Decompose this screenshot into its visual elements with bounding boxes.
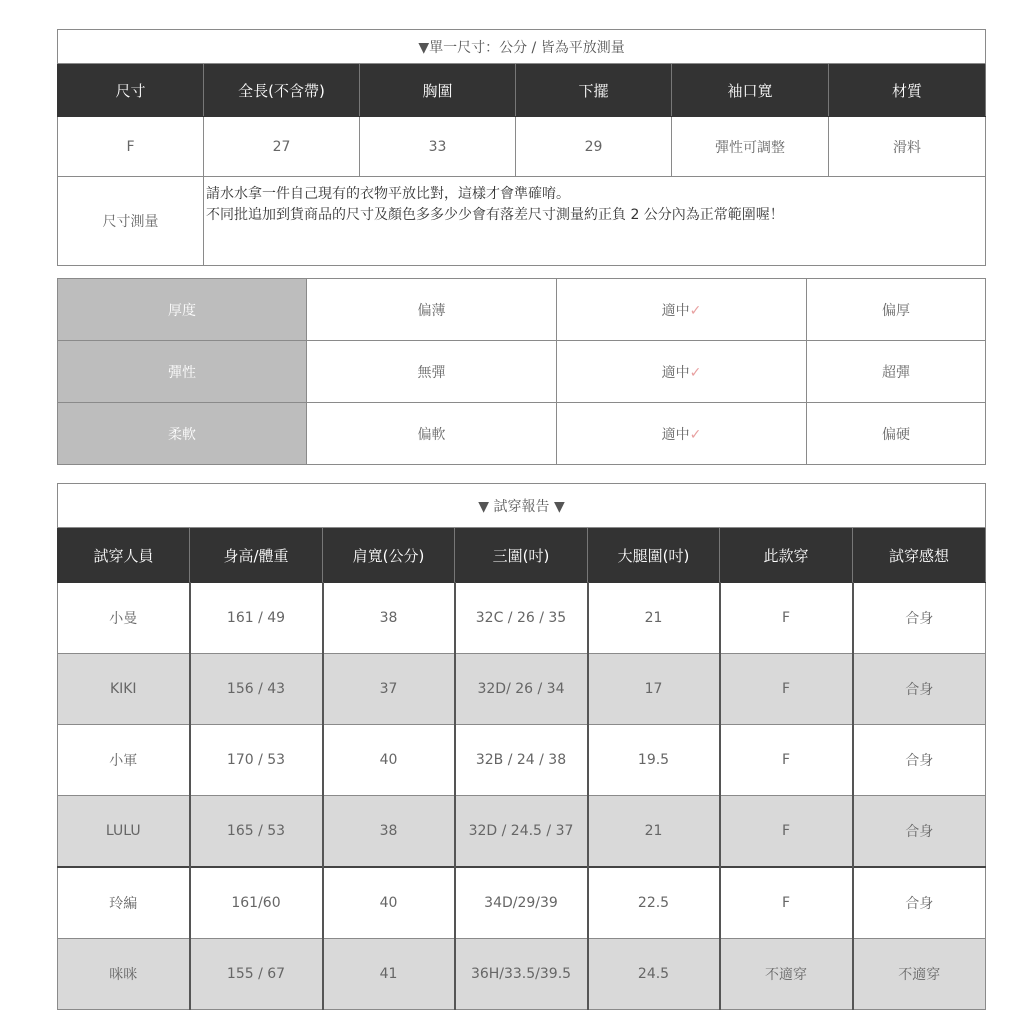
- softness-row: [58, 403, 986, 465]
- fabric-table: [57, 278, 986, 465]
- feedback-header: 試穿感想: [853, 528, 986, 583]
- cuff-value: 彈性可調整: [672, 117, 829, 177]
- shoulder-width: 41: [323, 939, 455, 1010]
- height-weight: 170 / 53: [190, 725, 323, 796]
- size-table: [57, 29, 986, 266]
- fit-size: F: [720, 725, 853, 796]
- elasticity-row: [58, 341, 986, 403]
- thickness-medium: 適中✓: [557, 279, 807, 341]
- thigh: 19.5: [588, 725, 720, 796]
- thigh: 21: [588, 583, 720, 654]
- tester-name: LULU: [58, 796, 190, 868]
- feedback: 不適穿: [853, 939, 986, 1010]
- measurements: 32B / 24 / 38: [455, 725, 588, 796]
- length-value: 27: [204, 117, 360, 177]
- tester-header: 試穿人員: [58, 528, 190, 583]
- measurements: 32D / 24.5 / 37: [455, 796, 588, 868]
- height-weight: 165 / 53: [190, 796, 323, 868]
- fit-size: 不適穿: [720, 939, 853, 1010]
- check-icon: ✓: [689, 426, 702, 443]
- height-weight: 155 / 67: [190, 939, 323, 1010]
- shoulder-width: 38: [323, 796, 455, 868]
- length-header: 全長(不含帶): [204, 64, 360, 117]
- softness-hard: 偏硬: [807, 403, 986, 465]
- measurements-header: 三圍(吋): [455, 528, 588, 583]
- measure-label: 尺寸測量: [58, 177, 204, 266]
- chest-header: 胸圍: [360, 64, 516, 117]
- shoulder-header: 肩寬(公分): [323, 528, 455, 583]
- measurements: 36H/33.5/39.5: [455, 939, 588, 1010]
- material-value: 滑料: [829, 117, 986, 177]
- thickness-thick: 偏厚: [807, 279, 986, 341]
- tester-name: 小軍: [58, 725, 190, 796]
- hem-value: 29: [516, 117, 672, 177]
- elasticity-label: 彈性: [58, 341, 307, 403]
- check-icon: ✓: [689, 302, 702, 319]
- tester-name: 玲編: [58, 867, 190, 939]
- fit-size-header: 此款穿: [720, 528, 853, 583]
- chest-value: 33: [360, 117, 516, 177]
- measurements: 34D/29/39: [455, 867, 588, 939]
- tryon-caption: ▼ 試穿報告 ▼: [58, 484, 986, 528]
- tester-name: 小曼: [58, 583, 190, 654]
- feedback: 合身: [853, 867, 986, 939]
- height-weight-header: 身高/體重: [190, 528, 323, 583]
- shoulder-width: 37: [323, 654, 455, 725]
- size-table-caption: ▼單一尺寸：公分 / 皆為平放測量: [58, 30, 986, 64]
- feedback: 合身: [853, 796, 986, 868]
- size-value: F: [58, 117, 204, 177]
- softness-soft: 偏軟: [307, 403, 557, 465]
- fit-size: F: [720, 654, 853, 725]
- fit-size: F: [720, 583, 853, 654]
- measure-note-line-1: 請水水拿一件自己現有的衣物平放比對，這樣才會準確唷。: [206, 186, 570, 202]
- cuff-header: 袖口寬: [672, 64, 829, 117]
- shoulder-width: 40: [323, 867, 455, 939]
- tester-name: 咪咪: [58, 939, 190, 1010]
- feedback: 合身: [853, 725, 986, 796]
- measure-note: [204, 177, 986, 266]
- thickness-label: 厚度: [58, 279, 307, 341]
- height-weight: 161 / 49: [190, 583, 323, 654]
- feedback: 合身: [853, 583, 986, 654]
- thigh: 17: [588, 654, 720, 725]
- softness-label: 柔軟: [58, 403, 307, 465]
- thickness-row: [58, 279, 986, 341]
- material-header: 材質: [829, 64, 986, 117]
- softness-medium: 適中✓: [557, 403, 807, 465]
- thigh-header: 大腿圍(吋): [588, 528, 720, 583]
- size-header: 尺寸: [58, 64, 204, 117]
- feedback: 合身: [853, 654, 986, 725]
- elasticity-super: 超彈: [807, 341, 986, 403]
- table-row: [58, 725, 986, 796]
- shoulder-width: 38: [323, 583, 455, 654]
- thigh: 22.5: [588, 867, 720, 939]
- height-weight: 161/60: [190, 867, 323, 939]
- tryon-table: [57, 483, 986, 1010]
- hem-header: 下擺: [516, 64, 672, 117]
- thigh: 24.5: [588, 939, 720, 1010]
- elasticity-medium: 適中✓: [557, 341, 807, 403]
- fit-size: F: [720, 796, 853, 868]
- table-row: [58, 939, 986, 1010]
- table-row: [58, 796, 986, 868]
- table-row: [58, 583, 986, 654]
- thickness-thin: 偏薄: [307, 279, 557, 341]
- measure-note-line-2: 不同批追加到貨商品的尺寸及顏色多多少少會有落差尺寸測量約正負 2 公分內為正常範圍喔！: [206, 207, 784, 223]
- table-row: [58, 654, 986, 725]
- shoulder-width: 40: [323, 725, 455, 796]
- fit-size: F: [720, 867, 853, 939]
- tester-name: KIKI: [58, 654, 190, 725]
- elasticity-none: 無彈: [307, 341, 557, 403]
- measurements: 32D/ 26 / 34: [455, 654, 588, 725]
- table-row: [58, 867, 986, 939]
- thigh: 21: [588, 796, 720, 868]
- check-icon: ✓: [689, 364, 702, 381]
- height-weight: 156 / 43: [190, 654, 323, 725]
- measurements: 32C / 26 / 35: [455, 583, 588, 654]
